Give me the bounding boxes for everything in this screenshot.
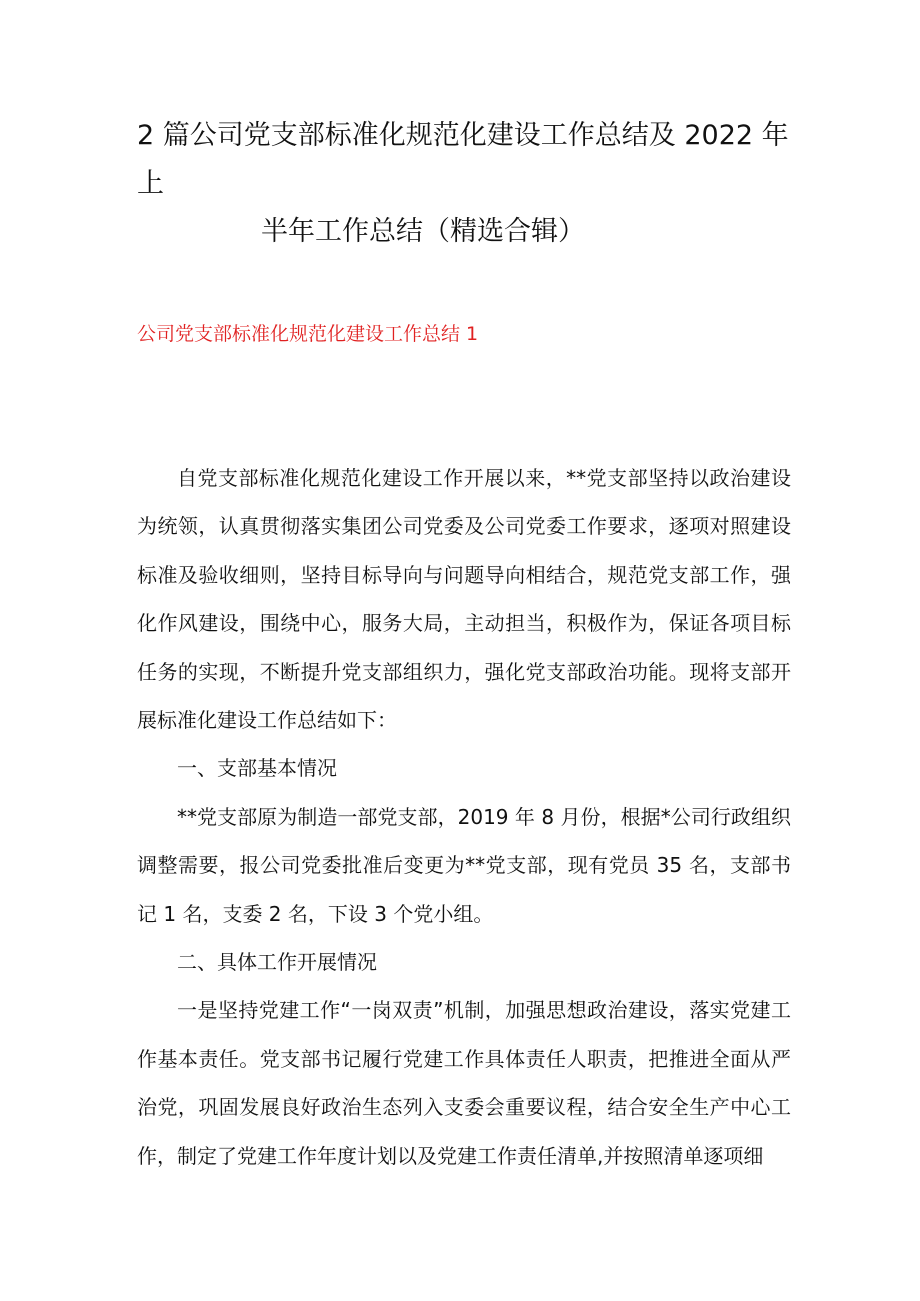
document-title-line-2: 半年工作总结（精选合辑） [261,216,585,247]
heading-work-progress: 二、具体工作开展情况 [177,950,377,975]
document-title-line-1: 2 篇公司党支部标准化规范化建设工作总结及 2022 年上 [137,120,789,199]
document-body [137,454,791,1180]
heading-basic-info: 一、支部基本情况 [177,756,337,781]
paragraph-intro: 自党支部标准化规范化建设工作开展以来，**党支部坚持以政治建设为统领，认真贯彻落实集团公司党委及公司党委工作要求，逐项对照建设标准及验收细则，坚持目标导向与问题导向相结合，规范党支部工作，强化作风建设，围绕中心，服务大局，主动担当，积极作为，保证各项目标任务的实现，不断提升党支部组织力，强化党支部政治功能。现将支部开展标准化建设工作总结如下： [137,466,791,733]
paragraph-work-progress: 一是坚持党建工作“一岗双责”机制，加强思想政治建设，落实党建工作基本责任。党支部书记履行党建工作具体责任人职责，把推进全面从严治党，巩固发展良好政治生态列入支委会重要议程，结合安全生产中心工作，制定了党建工作年度计划以及党建工作责任清单,并按照清单逐项细 [137,998,791,1168]
document-title [120,112,800,256]
paragraph-basic-info: **党支部原为制造一部党支部，2019 年 8 月份，根据*公司行政组织调整需要，报公司党委批准后变更为**党支部，现有党员 35 名，支部书记 1 名，支委 2 名，下设 3 个党小组。 [137,804,791,926]
section-title: 公司党支部标准化规范化建设工作总结 1 [137,323,479,345]
